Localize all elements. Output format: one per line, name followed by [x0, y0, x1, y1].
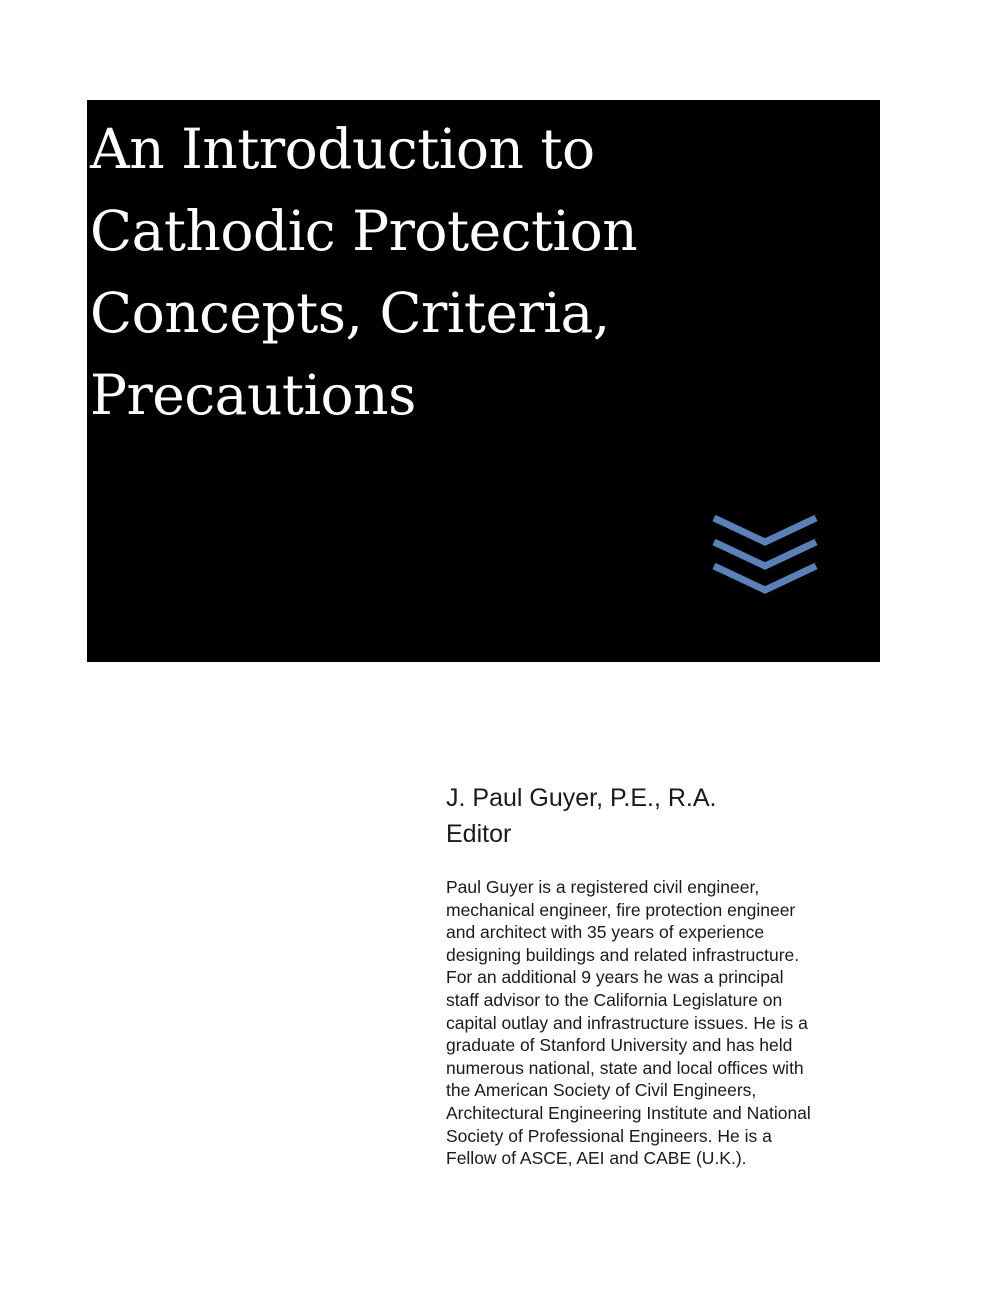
- triple-chevron-down-icon: [712, 512, 818, 600]
- bio-line: Fellow of ASCE, AEI and CABE (U.K.).: [446, 1148, 747, 1169]
- chevron-stroke: [714, 518, 816, 542]
- book-title: [90, 108, 637, 436]
- bio-line: capital outlay and infrastructure issues. He is a: [446, 1012, 808, 1033]
- author-role: Editor: [446, 820, 512, 848]
- bio-line: designing buildings and related infrastructure.: [446, 944, 800, 965]
- bio-line: graduate of Stanford University and has held: [446, 1035, 793, 1056]
- bio-line: Society of Professional Engineers. He is a: [446, 1125, 772, 1146]
- bio-line: For an additional 9 years he was a principal: [446, 967, 784, 988]
- bio-line: mechanical engineer, fire protection engineer: [446, 899, 796, 920]
- bio-line: Architectural Engineering Institute and National: [446, 1102, 811, 1123]
- book-title-line: Concepts, Criteria,: [90, 281, 610, 345]
- bio-line: Paul Guyer is a registered civil engineer,: [446, 877, 760, 897]
- bio-line: the American Society of Civil Engineers,: [446, 1080, 757, 1101]
- author-block: [446, 780, 717, 852]
- book-title-line: An Introduction to: [90, 117, 595, 181]
- author-name: J. Paul Guyer, P.E., R.A.: [446, 784, 717, 812]
- bio-line: staff advisor to the California Legislature on: [446, 989, 783, 1010]
- bio-line: numerous national, state and local offices with: [446, 1057, 804, 1078]
- author-bio: [446, 876, 811, 1170]
- book-title-line: Cathodic Protection: [90, 199, 638, 263]
- bio-line: and architect with 35 years of experience: [446, 922, 765, 943]
- book-title-line: Precautions: [90, 363, 416, 427]
